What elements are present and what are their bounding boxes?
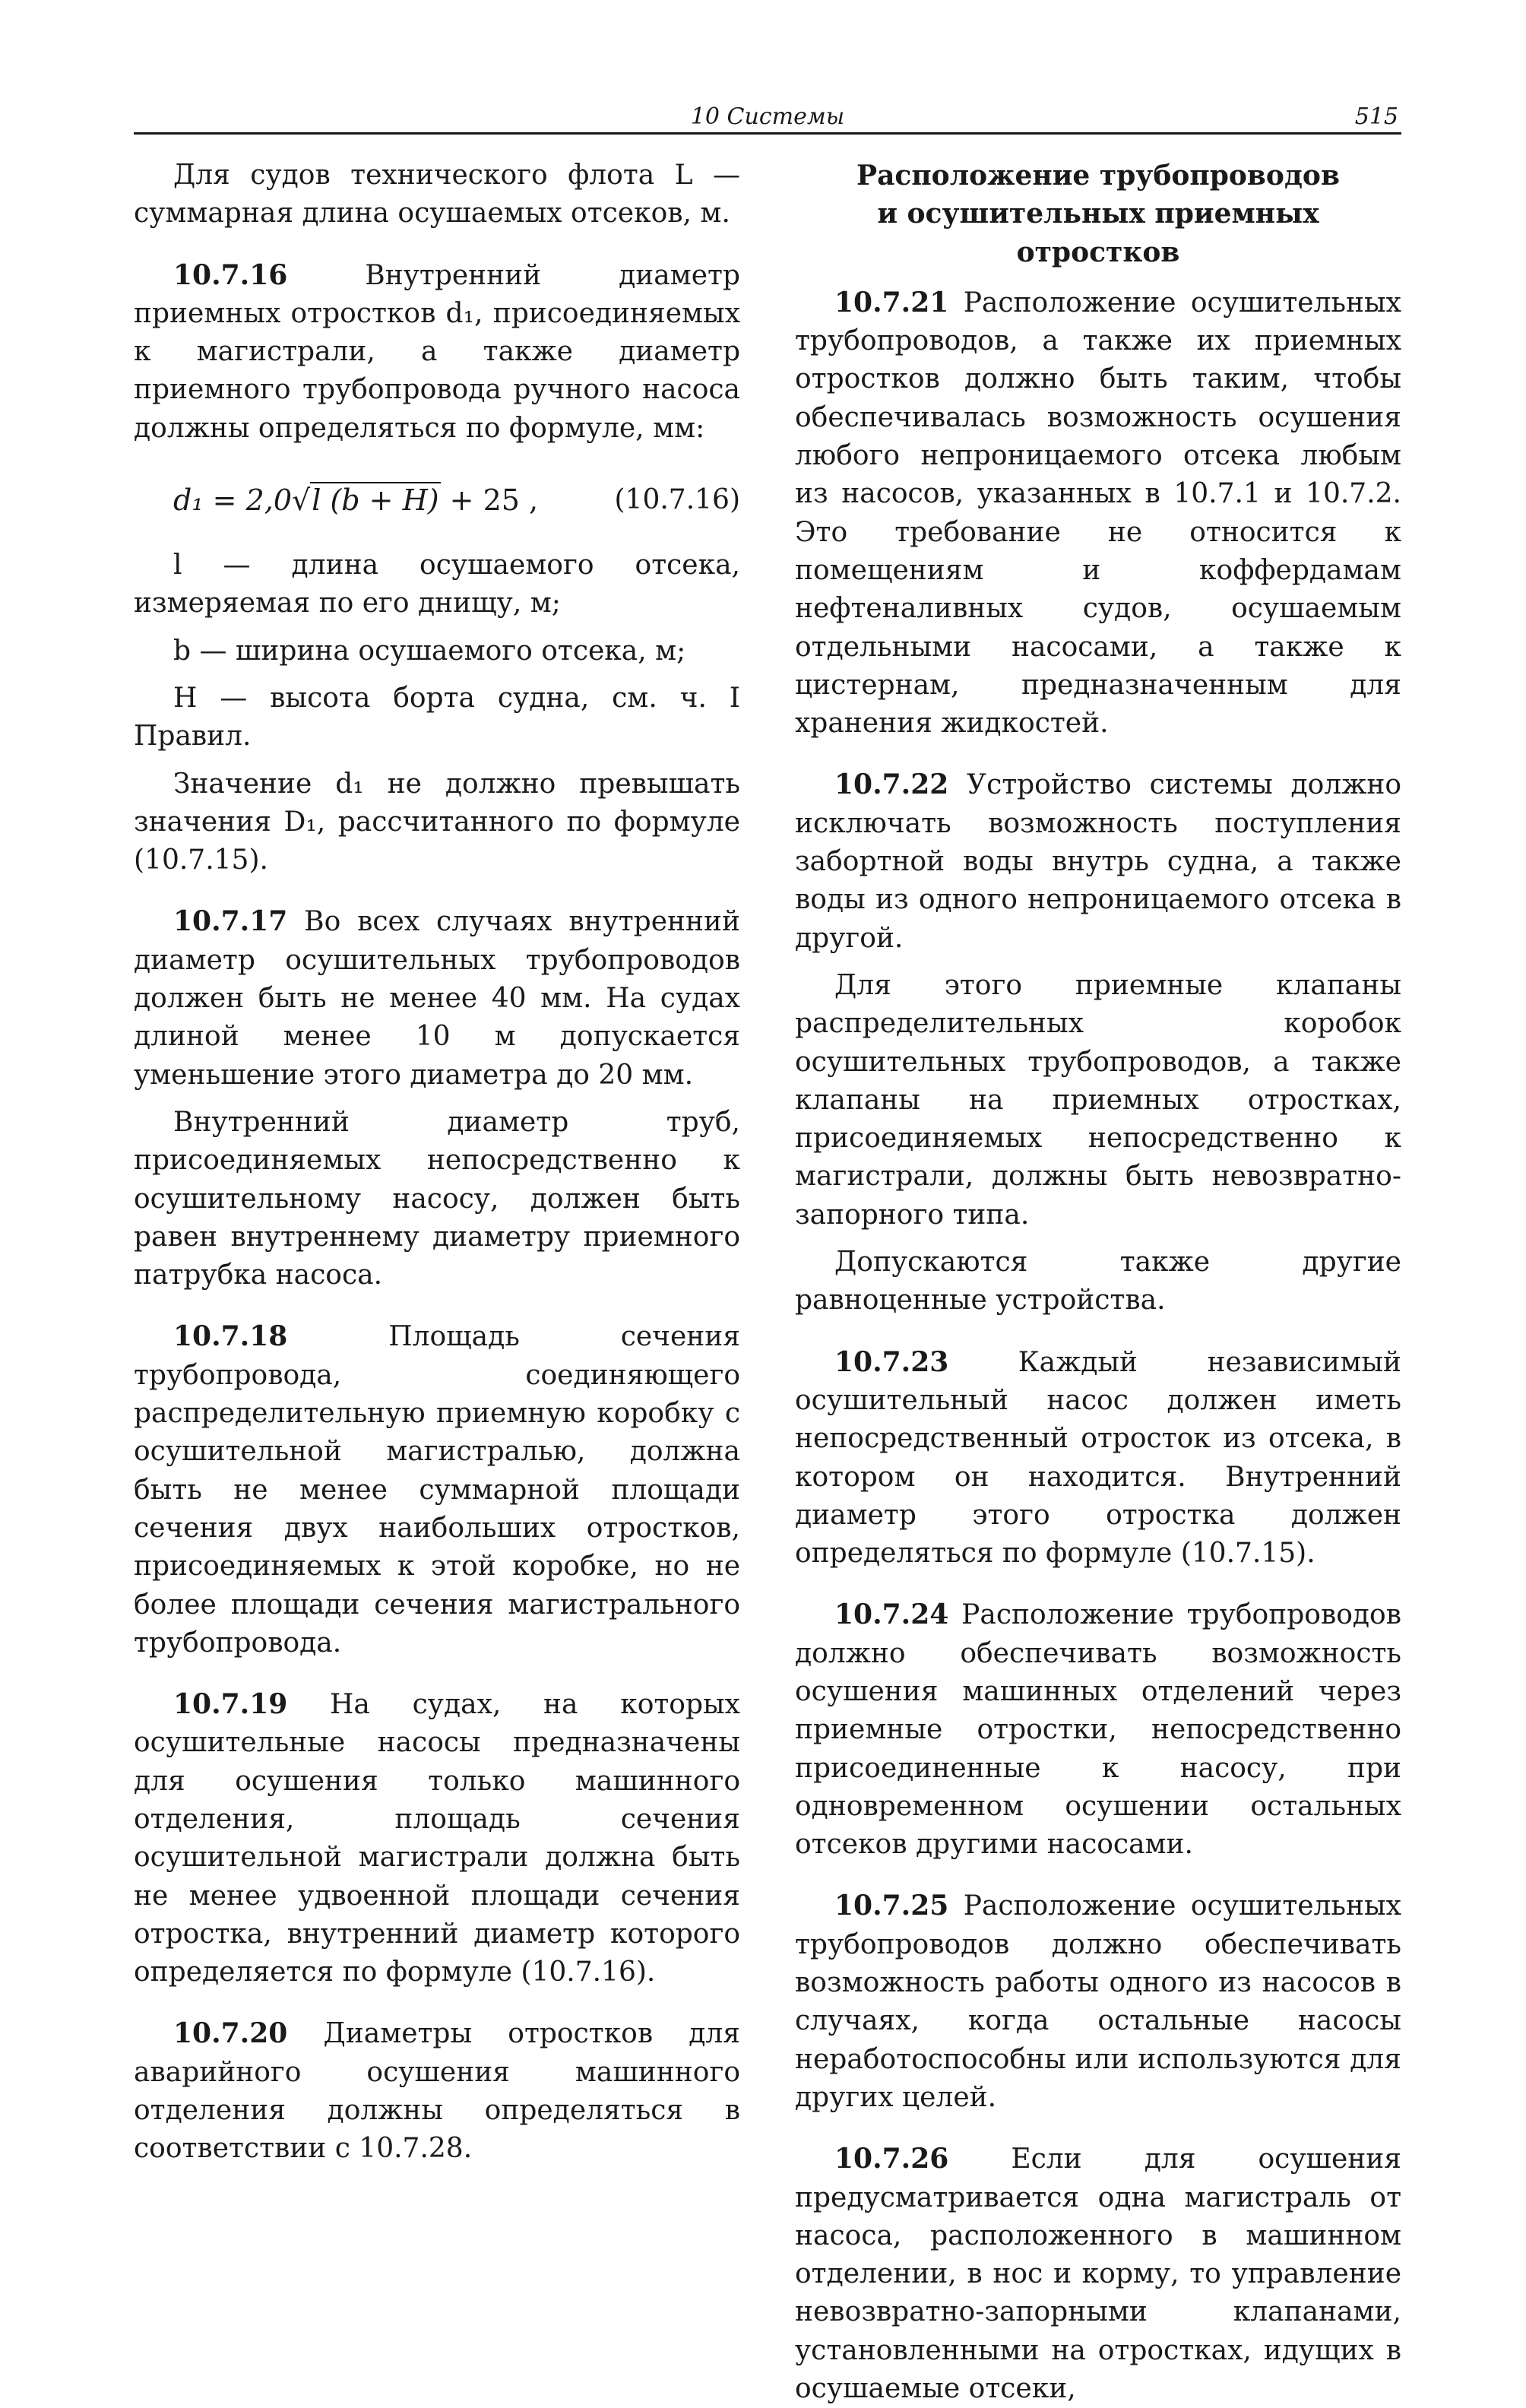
formula-expression: d₁ = 2,0√l (b + H) + 25 , [173,483,539,518]
section-number: 10.7.25 [834,1890,949,1922]
section-text: Площадь сечения трубопровода, соединяющего распределительную приемную коробку с осушительной магистралью, должна быть не менее суммарной площади сечения двух наибольших отростков, присоединяемых к этой коробке, но не более площади сечения магистрального трубопровода. [134,1321,740,1659]
section-number: 10.7.26 [834,2143,949,2175]
section-text: Расположение осушительных трубопроводов, а также их приемных отростков должно быть таким, чтобы обеспечивалась возможность осушения любого непроницаемого отсека любым из насосов, указанных в 10.7.1 и 10.7.2. Это требование не относится к помещениям и коффердамам нефтеналивных судов, осушаемым отдельными насосами, а также к цистернам, предназначенным для хранения жидкостей. [795,287,1401,740]
section-10-7-26 [795,2140,1401,2408]
section-10-7-19 [134,1685,740,1991]
section-number: 10.7.18 [173,1320,288,1353]
section-10-7-18 [134,1317,740,1662]
section-text: Каждый независимый осушительный насос должен иметь непосредственный отросток из отсека, в котором он находится. Внутренний диаметр этого отростка должен определяться по формуле (10.7.15). [795,1346,1401,1570]
section-number: 10.7.16 [173,258,288,291]
section-text: Расположение осушительных трубопроводов должно обеспечивать возможность работы одного из насосов в случаях, когда остальные насосы неработоспособны или используются для других целей. [795,1890,1401,2113]
section-number: 10.7.24 [834,1598,949,1631]
section-text: Во всех случаях внутренний диаметр осушительных трубопроводов должен быть не менее 40 мм. На судах длиной менее 10 м допускается уменьшение этого диаметра до 20 мм. [134,906,740,1091]
section-10-7-20 [134,2014,740,2168]
section-text: Диаметры отростков для аварийного осушения машинного отделения должны определяться в соответствии с 10.7.28. [134,2018,740,2165]
page-number: 515 [1354,103,1398,130]
section-heading [795,157,1401,271]
section-10-7-22 [795,765,1401,957]
section-number: 10.7.20 [173,2017,288,2050]
formula-lhs: d₁ = 2,0 [173,483,292,518]
formula-reference: (10.7.16) [614,484,740,516]
definition-l: l — длина осушаемого отсека, измеряемая по его днищу, м; [134,550,740,619]
section-10-7-17 [134,902,740,1094]
section-number: 10.7.22 [834,768,949,801]
section-text: Расположение трубопроводов должно обеспечивать возможность осушения машинных отделений через приемные отростки, непосредственно присоединенные к насосу, при одновременном осушении остальных отсеков другими насосами. [795,1599,1401,1861]
section-text: Устройство системы должно исключать возможность поступления забортной воды внутрь судна, а также воды из одного непроницаемого отсека в другой. [795,769,1401,954]
heading-line-1: Расположение трубопроводов [856,160,1340,192]
section-10-7-25 [795,1887,1401,2117]
formula-tail: + 25 , [449,483,539,518]
section-number: 10.7.19 [173,1688,288,1721]
definition-h: H — высота борта судна, см. ч. I Правил. [134,682,740,752]
running-header-title: 10 Системы [690,103,845,130]
section-10-7-16 [134,256,740,448]
section-text: На судах, на которых осушительные насосы предназначены для осушения только машинного отделения, площадь сечения осушительной магистрали должна быть не менее удвоенной площади сечения отростка, внутренний диаметр которого определяется по формуле (10.7.16). [134,1689,740,1988]
paragraph-tech-fleet: Для судов технического флота L — суммарная длина осушаемых отсеков, м. [134,160,740,230]
section-10-7-23 [795,1343,1401,1573]
section-number: 10.7.23 [834,1345,949,1378]
right-column [795,157,1401,2408]
section-number: 10.7.17 [173,905,288,938]
formula-radicand: l (b + H) [312,483,439,518]
section-number: 10.7.21 [834,286,949,318]
note-d1: Значение d₁ не должно превышать значения D₁, рассчитанного по формуле (10.7.15). [134,768,740,876]
running-header [134,97,1401,135]
formula-10-7-16 [134,464,740,537]
section-10-7-17-paragraph-2: Внутренний диаметр труб, присоединяемых непосредственно к осушительному насосу, должен быть равен внутреннему диаметру приемного патрубка насоса. [134,1106,740,1291]
section-10-7-21 [795,284,1401,743]
section-text: Если для осушения предусматривается одна магистраль от насоса, расположенного в машинном отделении, в нос и корму, то управление невозвратно-запорными клапанами, установленными на отростках, идущих в осушаемые отсеки, [795,2143,1401,2405]
section-10-7-24 [795,1595,1401,1864]
section-10-7-22-paragraph-2: Для этого приемные клапаны распределительных коробок осушительных трубопроводов, а также клапаны на приемных отростках, присоединяемых непосредственно к магистрали, должны быть невозвратно-запорного типа. [795,969,1401,1231]
section-text: Внутренний диаметр приемных отростков d₁, присоединяемых к магистрали, а также диаметр приемного трубопровода ручного насоса должны определяться по формуле, мм: [134,259,740,444]
left-column [134,157,740,2169]
section-10-7-22-paragraph-3: Допускаются также другие равноценные устройства. [795,1247,1401,1316]
definition-b: b — ширина осушаемого отсека, м; [173,635,686,667]
heading-line-2: и осушительных приемных отростков [877,198,1319,268]
